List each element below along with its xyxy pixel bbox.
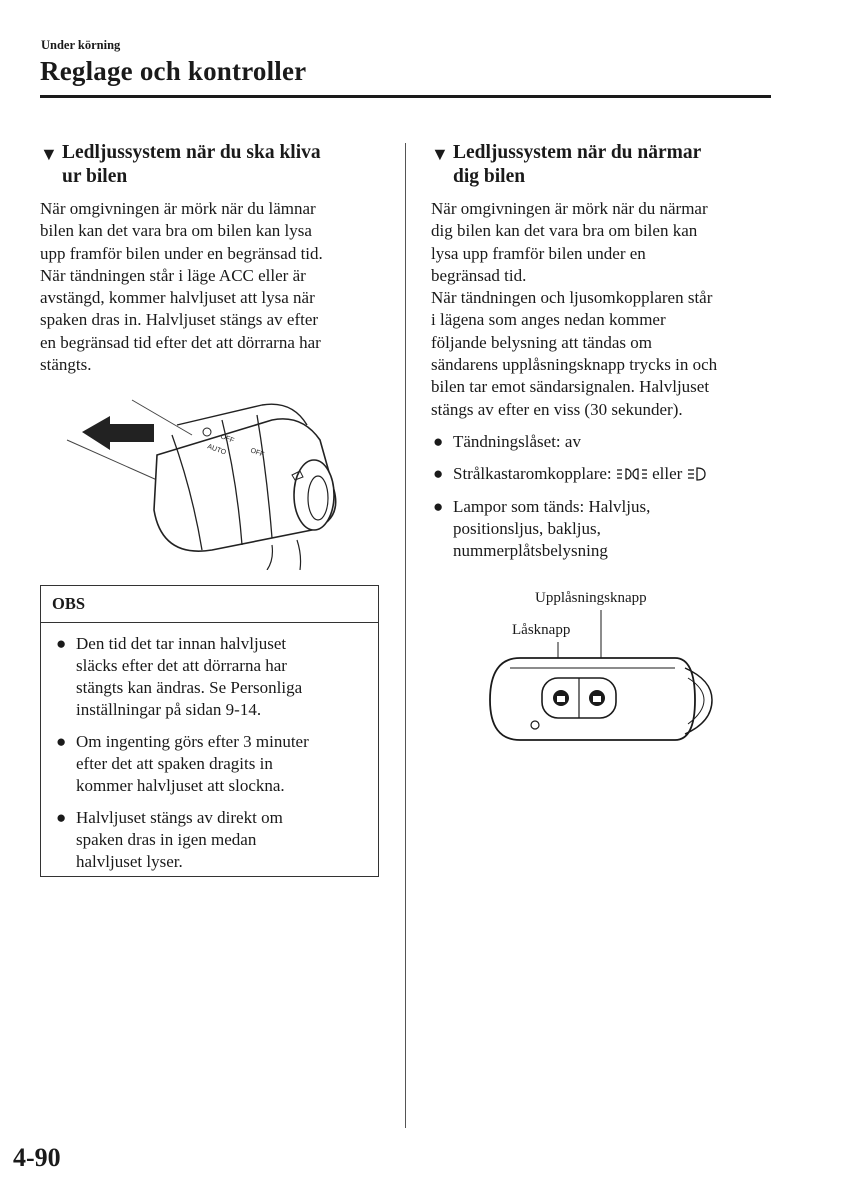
list-item <box>53 807 366 873</box>
text-line: följande belysning att tändas om <box>431 332 652 352</box>
text-line: begränsad tid. <box>431 265 527 285</box>
list-item <box>431 463 776 485</box>
off-label-2: OFF <box>249 447 265 459</box>
text-line: Den tid det tar innan halvljuset <box>76 634 287 653</box>
bullet-icon: ● <box>433 496 444 516</box>
text-line: spaken dras in. Halvljuset stängs av efter <box>40 310 319 330</box>
right-column <box>431 141 776 572</box>
pull-arrow-icon <box>82 416 154 450</box>
right-heading <box>431 141 776 189</box>
text-line: bilen kan det vara bra om bilen kan lysa <box>40 221 312 241</box>
text-line: en begränsad tid efter det att dörrarna har <box>40 332 321 352</box>
bullet-icon: ● <box>56 808 67 827</box>
page-number: 4-90 <box>13 1143 61 1172</box>
text-line: stängts kan ändras. Se Personliga <box>76 678 303 697</box>
off-label-1: OFF <box>219 433 235 445</box>
text-line: spaken dras in igen medan <box>76 830 257 849</box>
bullet-icon: ● <box>56 732 67 751</box>
unlock-button-label: Upplåsningsknapp <box>535 590 647 606</box>
obs-list <box>41 623 378 873</box>
left-heading-line: Ledljussystem när du ska kliva <box>62 142 321 163</box>
headlight-stalk-illustration <box>62 380 362 570</box>
headlight-icon <box>687 466 707 482</box>
section-label: Under körning <box>41 38 121 52</box>
text-line: halvljuset lyser. <box>76 852 183 871</box>
right-heading-line: dig bilen <box>453 166 526 187</box>
text-line: eller <box>652 464 683 484</box>
text-line: sändarens upplåsningsknapp trycks in och <box>431 355 718 375</box>
text-line: positionsljus, bakljus, <box>453 518 601 538</box>
text-line: Halvljuset stängs av direkt om <box>76 808 283 827</box>
condition-list <box>431 431 776 562</box>
key-fob-illustration <box>480 580 720 750</box>
text-line: När omgivningen är mörk när du närmar <box>431 199 708 218</box>
text-line: Strålkastaromkopplare: <box>453 464 612 484</box>
text-line: inställningar på sidan 9-14. <box>76 700 262 719</box>
bullet-icon: ● <box>433 464 444 484</box>
list-item <box>53 731 366 797</box>
text-line: Tändningslåset: av <box>453 431 581 451</box>
indicator-light <box>531 721 539 729</box>
left-heading <box>40 141 380 189</box>
text-line: upp framför bilen under en begränsad tid. <box>40 243 323 263</box>
list-item <box>431 431 776 453</box>
text-line: i lägena som anges nedan kommer <box>431 310 666 330</box>
text-line: Om ingenting görs efter 3 minuter <box>76 732 309 751</box>
text-line: släcks efter det att dörrarna har <box>76 656 287 675</box>
triangle-icon: ▼ <box>431 144 449 164</box>
text-line: Lampor som tänds: Halvljus, <box>453 496 651 516</box>
text-line: När tändningen står i läge ACC eller är <box>40 265 306 285</box>
column-divider <box>405 143 406 1128</box>
bullet-icon: ● <box>56 634 67 653</box>
text-line: lysa upp framför bilen under en <box>431 243 646 263</box>
obs-box <box>40 585 379 877</box>
list-item <box>53 633 366 721</box>
right-paragraph <box>431 198 776 421</box>
list-item <box>431 496 776 563</box>
triangle-icon: ▼ <box>40 144 58 164</box>
text-line: nummerplåtsbelysning <box>453 541 608 561</box>
right-heading-line: Ledljussystem när du närmar <box>453 142 702 163</box>
lock-button-label: Låsknapp <box>512 622 571 638</box>
text-line: dig bilen kan det vara bra om bilen kan <box>431 221 698 241</box>
left-paragraph <box>40 198 380 376</box>
auto-label: AUTO <box>206 443 227 457</box>
parking-light-icon <box>616 466 648 482</box>
text-line: avstängd, kommer halvljuset att lysa när <box>40 288 315 308</box>
left-column <box>40 141 380 376</box>
left-heading-line: ur bilen <box>62 166 128 187</box>
obs-title: OBS <box>41 586 378 623</box>
page-title: Reglage och kontroller <box>40 56 307 86</box>
text-line: stängts. <box>40 355 92 375</box>
text-line: efter det att spaken dragits in <box>76 754 273 773</box>
text-line: kommer halvljuset att slockna. <box>76 776 285 795</box>
title-rule <box>40 95 771 98</box>
sun-icon <box>203 428 211 436</box>
text-line: bilen tar emot sändarsignalen. Halvljuset <box>431 377 710 397</box>
text-line: När omgivningen är mörk när du lämnar <box>40 199 316 218</box>
text-line: När tändningen och ljusomkopplaren står <box>431 288 713 308</box>
text-line: stängs av efter en viss (30 sekunder). <box>431 399 683 419</box>
bullet-icon: ● <box>433 431 444 451</box>
